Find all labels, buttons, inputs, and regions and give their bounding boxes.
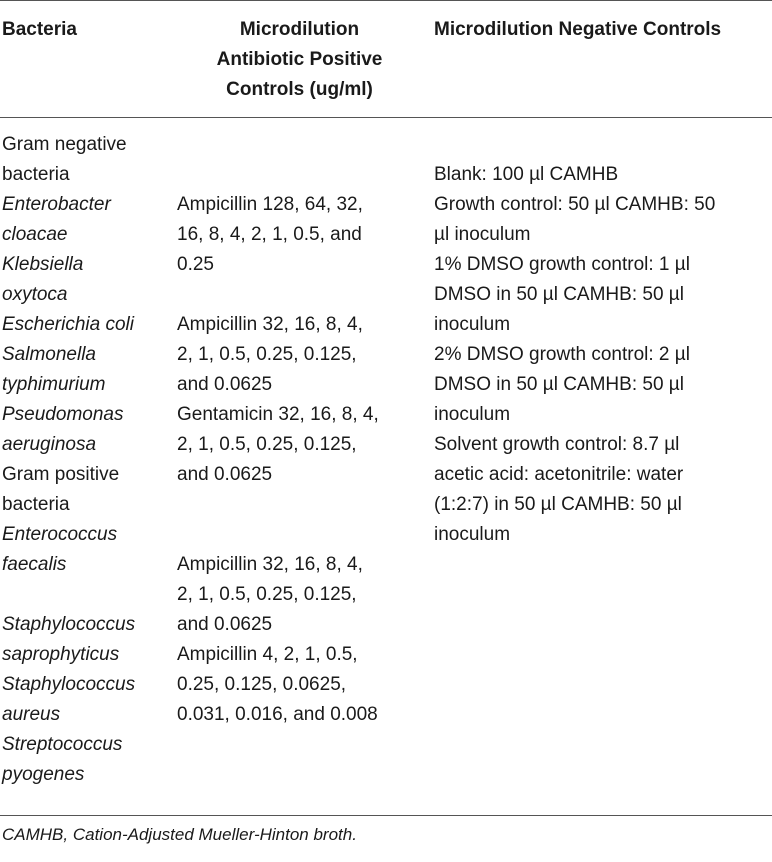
positive-control-line: Ampicillin 128, 64, 32, (177, 194, 363, 215)
negative-control-line: (1:2:7) in 50 µl CAMHB: 50 µl (434, 494, 682, 515)
table-header-row (0, 1, 772, 118)
positive-control-line: 0.031, 0.016, and 0.008 (177, 704, 378, 725)
negative-control-line: inoculum (434, 404, 511, 425)
table-bottom-rule (0, 815, 772, 816)
table-body-row (0, 118, 772, 801)
negative-control-line: acetic acid: acetonitrile: water (434, 464, 684, 485)
header-positive-line: Antibiotic Positive (216, 49, 383, 70)
bacteria-line: Enterobacter (2, 194, 111, 215)
header-positive-line: Controls (ug/ml) (226, 79, 373, 100)
positive-control-line: 0.25, 0.125, 0.0625, (177, 674, 347, 695)
bacteria-line: bacteria (2, 494, 70, 515)
header-negative-controls: Microdilution Negative Controls (430, 1, 772, 118)
bacteria-line: Staphylococcus (2, 614, 136, 635)
header-positive-controls (175, 1, 430, 118)
bacteria-line: Salmonella (2, 344, 96, 365)
bacteria-line: oxytoca (2, 284, 68, 305)
bacteria-line: Gram positive (2, 464, 120, 485)
negative-control-line: inoculum (434, 314, 511, 335)
bacteria-line (2, 580, 175, 610)
negative-control-line: Solvent growth control: 8.7 µl (434, 434, 680, 455)
bacteria-line: Klebsiella (2, 254, 84, 275)
negative-control-line: Blank: 100 µl CAMHB (434, 164, 619, 185)
positive-control-line: 0.25 (177, 254, 214, 275)
negative-control-line: inoculum (434, 524, 511, 545)
positive-control-line: and 0.0625 (177, 614, 273, 635)
positive-control-line (177, 280, 430, 310)
bacteria-line: Escherichia coli (2, 314, 134, 335)
bacteria-line: aeruginosa (2, 434, 97, 455)
negative-control-line: DMSO in 50 µl CAMHB: 50 µl (434, 284, 684, 305)
negative-controls-cell (430, 118, 772, 801)
positive-control-line (177, 160, 430, 190)
bacteria-line: typhimurium (2, 374, 106, 395)
negative-control-line: DMSO in 50 µl CAMHB: 50 µl (434, 374, 684, 395)
positive-control-line: 16, 8, 4, 2, 1, 0.5, and (177, 224, 362, 245)
positive-control-line: Ampicillin 32, 16, 8, 4, (177, 554, 363, 575)
negative-control-line: 1% DMSO growth control: 1 µl (434, 254, 690, 275)
bacteria-line: saprophyticus (2, 644, 120, 665)
positive-control-line: 2, 1, 0.5, 0.25, 0.125, (177, 344, 357, 365)
bacteria-line: Enterococcus (2, 524, 118, 545)
positive-control-line: 2, 1, 0.5, 0.25, 0.125, (177, 584, 357, 605)
header-positive-line: Microdilution (239, 19, 360, 40)
positive-control-line: 2, 1, 0.5, 0.25, 0.125, (177, 434, 357, 455)
negative-control-line (434, 130, 772, 160)
bacteria-line: Gram negative (2, 134, 127, 155)
positive-control-line: and 0.0625 (177, 374, 273, 395)
bacteria-line: cloacae (2, 224, 68, 245)
header-bacteria: Bacteria (0, 1, 175, 118)
positive-control-line (177, 130, 430, 160)
bacteria-cell (0, 118, 175, 801)
table-footnote: CAMHB, Cation-Adjusted Mueller-Hinton broth. (2, 825, 357, 844)
positive-control-line (177, 520, 430, 550)
positive-control-line: Gentamicin 32, 16, 8, 4, (177, 404, 379, 425)
positive-control-line: Ampicillin 32, 16, 8, 4, (177, 314, 363, 335)
bacteria-line: Staphylococcus (2, 674, 136, 695)
bacteria-line: bacteria (2, 164, 70, 185)
bacteria-line: pyogenes (2, 764, 85, 785)
bacteria-line: faecalis (2, 554, 67, 575)
bacteria-line: Streptococcus (2, 734, 123, 755)
bacteria-line: Pseudomonas (2, 404, 124, 425)
positive-control-line: Ampicillin 4, 2, 1, 0.5, (177, 644, 358, 665)
negative-control-line: Growth control: 50 µl CAMHB: 50 (434, 194, 716, 215)
bacteria-line: aureus (2, 704, 61, 725)
negative-control-line: 2% DMSO growth control: 2 µl (434, 344, 690, 365)
positive-control-line: and 0.0625 (177, 464, 273, 485)
negative-control-line: µl inoculum (434, 224, 531, 245)
positive-control-line (177, 490, 430, 520)
positive-controls-cell (175, 118, 430, 801)
